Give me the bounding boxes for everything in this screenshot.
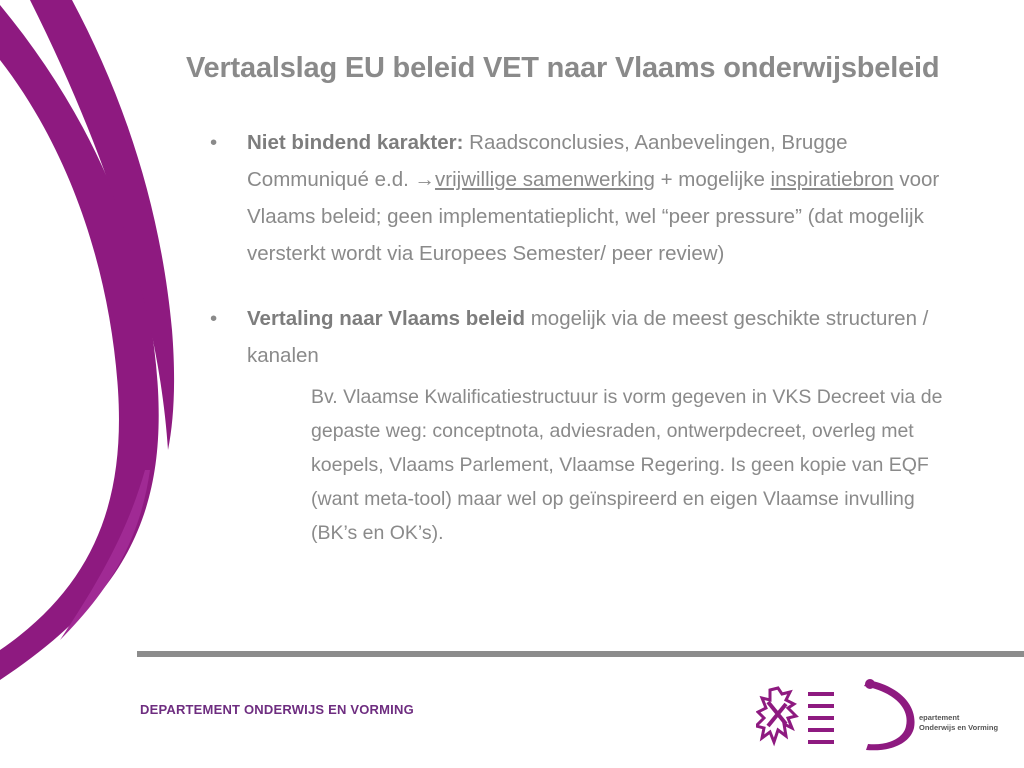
bullet-heading: Niet bindend karakter: xyxy=(247,131,464,154)
bullet-translation xyxy=(210,300,970,374)
example-paragraph: Bv. Vlaamse Kwalificatiestructuur is vorm gegeven in VKS Decreet via de gepaste weg: conceptnota, adviesraden, ontwerpdecreet, overleg met koepels, Vlaams Parlement, Vlaamse Regering. Is geen kopie van EQF (want meta-tool) maar wel op geïnspireerd en eigen Vlaamse invulling (BK’s en OK’s). xyxy=(311,386,943,544)
bullet-text xyxy=(247,124,947,272)
flemish-lion-logo xyxy=(756,684,846,748)
underlined-term: inspiratiebron xyxy=(770,168,894,191)
bullet-marker: • xyxy=(210,307,218,330)
bullet-segment: mogelijk via de meest geschikte structuren / kanalen xyxy=(247,307,929,367)
arrow-icon: → xyxy=(414,168,436,191)
departement-d-logo xyxy=(860,676,920,756)
logo-caption-line: Onderwijs en Vorming xyxy=(919,723,999,732)
department-label: DEPARTEMENT ONDERWIJS EN VORMING xyxy=(140,702,414,717)
logo-caption-line: epartement xyxy=(919,713,960,722)
slide-title: Vertaalslag EU beleid VET naar Vlaams onderwijsbeleid xyxy=(186,52,940,84)
underlined-term: vrijwillige samenwerking xyxy=(435,168,655,191)
bullet-segment: voor Vlaams beleid; geen implementatieplicht, wel “peer pressure” (dat mogelijk versterkt wordt via Europees Semester/ peer review) xyxy=(247,168,940,265)
bullet-non-binding xyxy=(210,124,970,272)
logo-caption xyxy=(919,713,998,733)
bullet-segment: Raadsconclusies, Aanbevelingen, Brugge Communiqué e.d. xyxy=(247,131,848,191)
bullet-marker: • xyxy=(210,131,218,154)
bullet-heading: Vertaling naar Vlaams beleid xyxy=(247,307,526,330)
bullet-segment: + mogelijke xyxy=(654,168,771,191)
footer-divider xyxy=(137,651,1024,657)
bullet-text xyxy=(247,300,947,374)
